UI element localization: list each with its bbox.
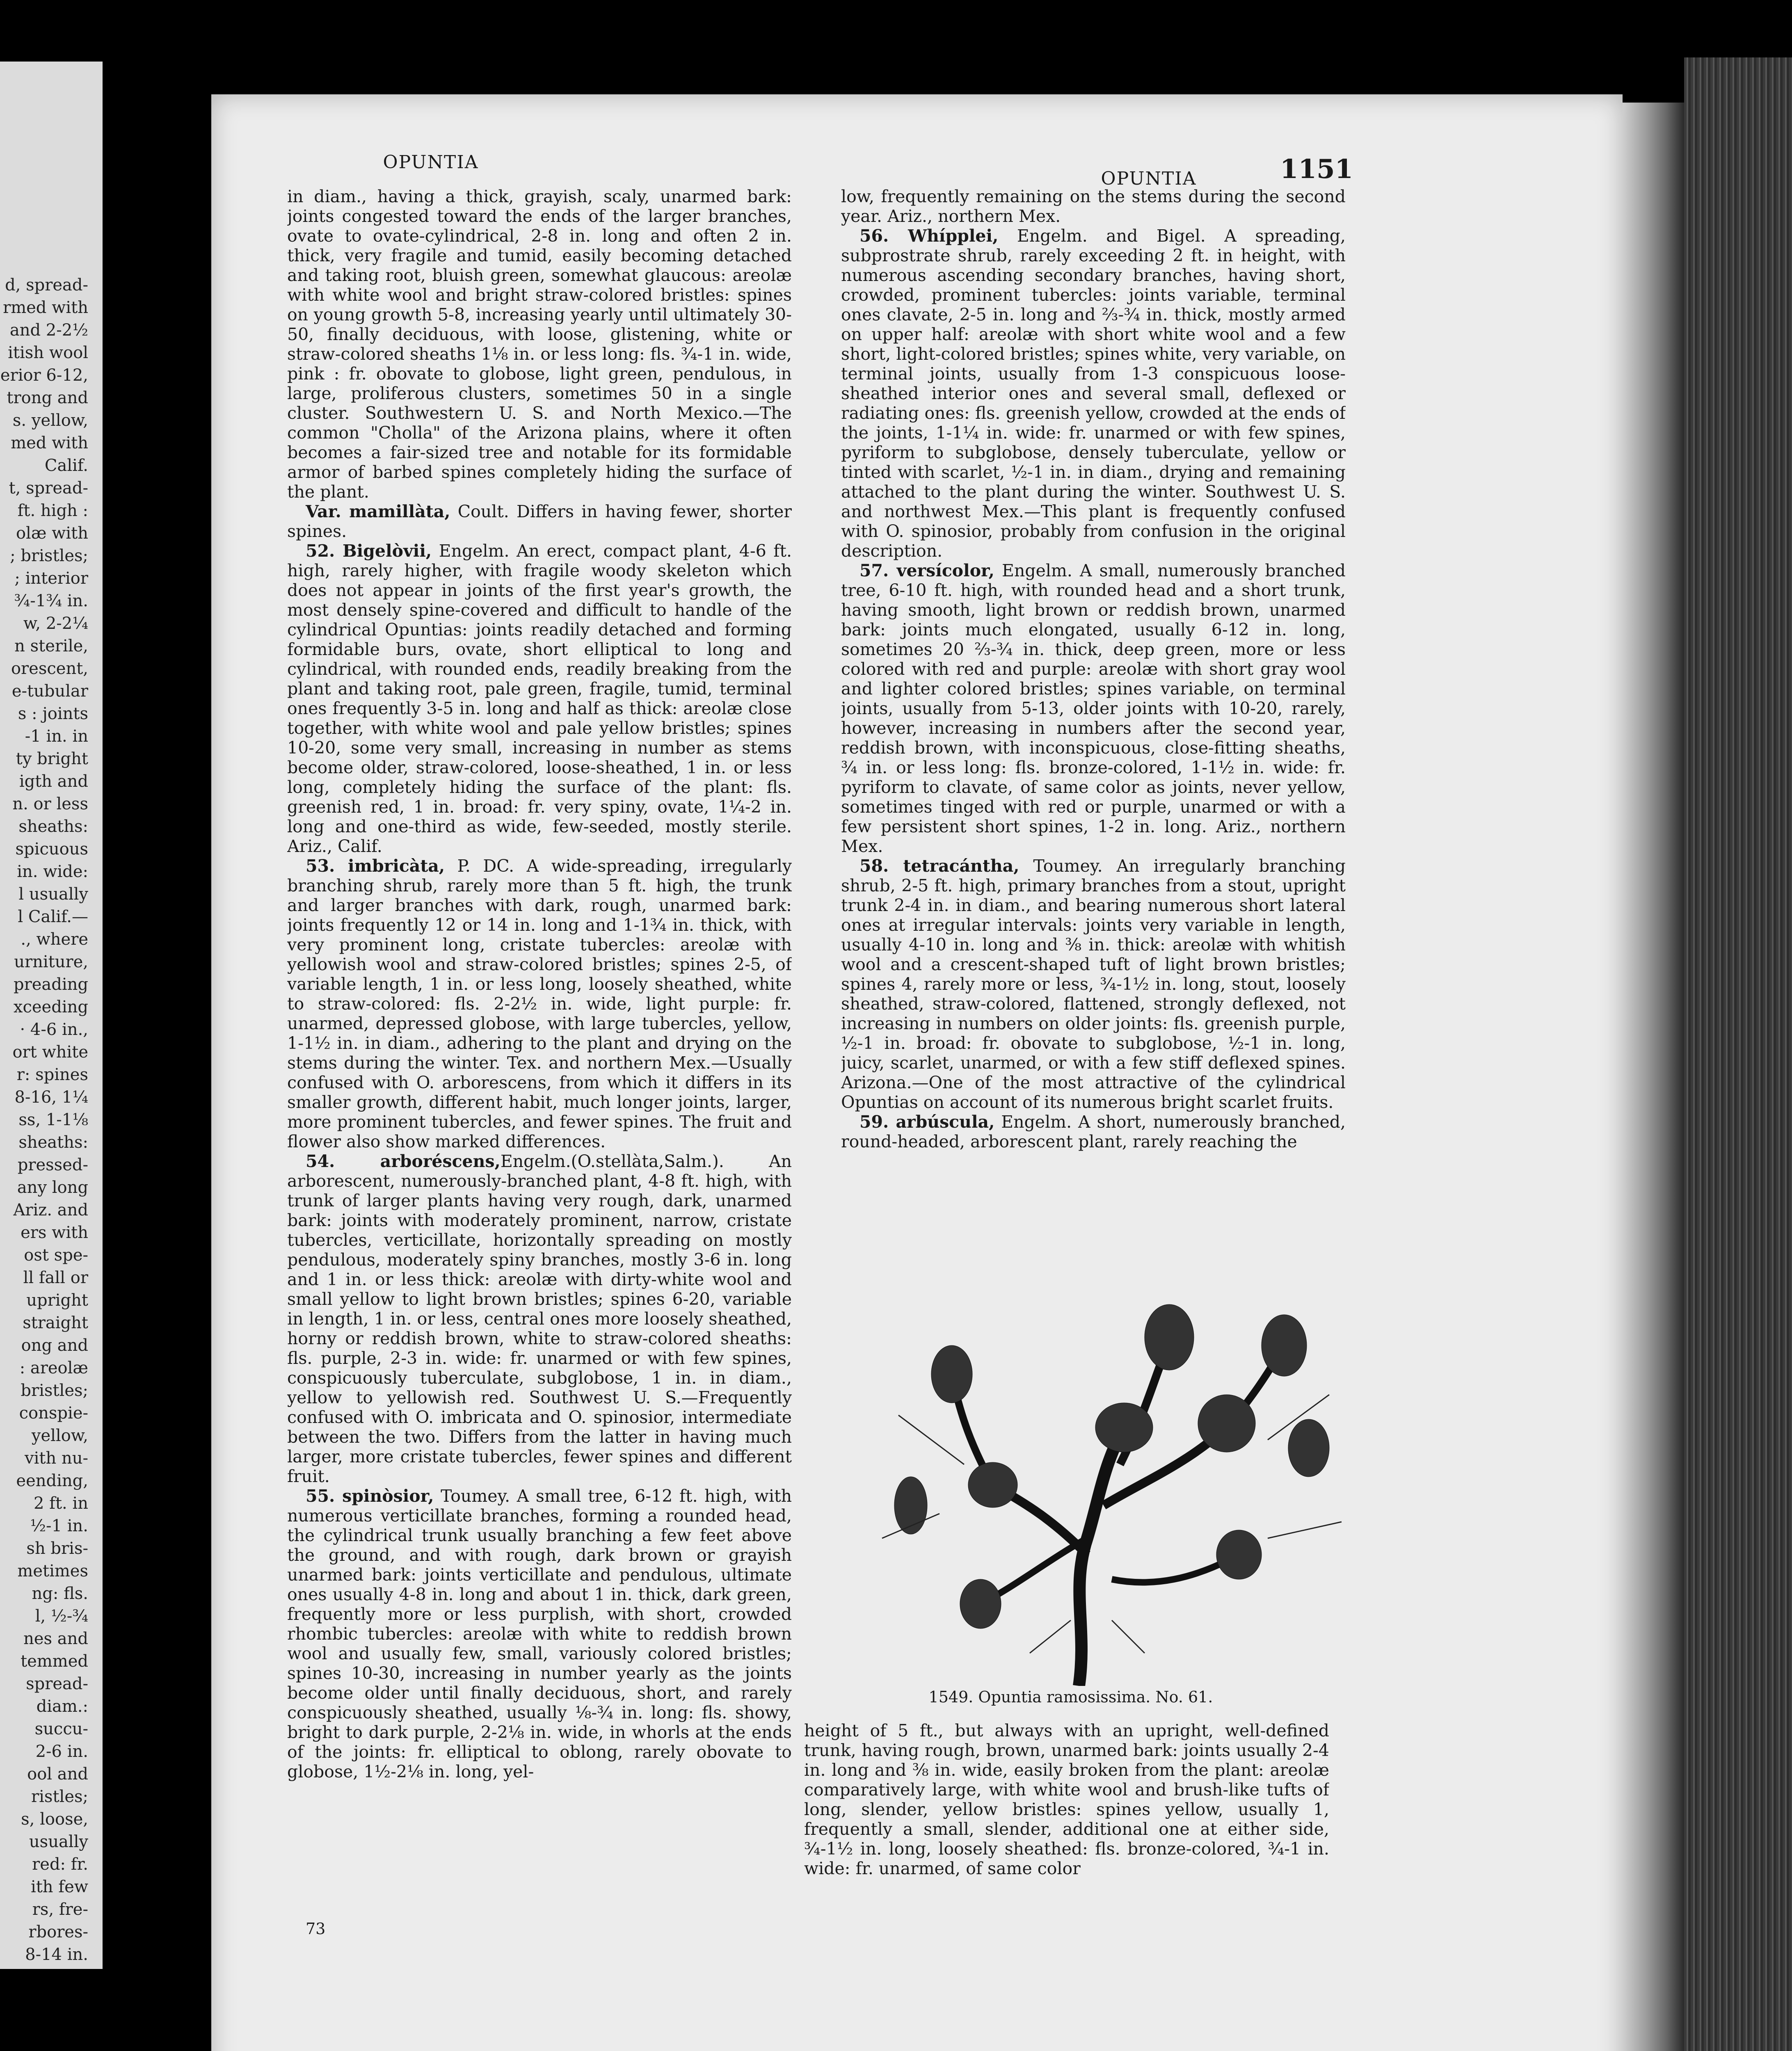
facing-page-line: ort white — [12, 1043, 88, 1062]
facing-page-line: sheaths: — [18, 817, 88, 836]
facing-page-line: s, loose, — [21, 1810, 88, 1829]
facing-page-line: ong and — [21, 1336, 88, 1355]
facing-page-line: rbores- — [28, 1923, 88, 1941]
facing-page-line: ng: fls. — [32, 1584, 88, 1603]
text-column-left — [287, 187, 792, 1905]
facing-page-line: pressed- — [17, 1156, 88, 1174]
facing-page-line: orescent, — [11, 659, 88, 678]
paragraph: 56. Whípplei, Engelm. and Bigel. A spreading, subprostrate shrub, rarely exceeding 2 ft. in height, with numerous ascending secondary branches, having short, crowded, prominent tubercles: joints variable, terminal ones clavate, 2-5 in. long and ⅔-¾ in. thick, mostly armed on upper half: areolæ with short white wool and a few short, light-colored bristles; spines white, very variable, on terminal joints, usually from 1-3 conspicuous loose-sheathed interior ones and several small, deflexed or radiating ones: fls. greenish yellow, crowded at the ends of the joints, 1-1¼ in. wide: fr. unarmed or with few spines, pyriform to subglobose, densely tuberculate, yellow or tinted with scarlet, ½-1 in. in diam., drying and remaining attached to the plant during the winter. Southwest U. S. and northwest Mex.—This plant is frequently confused with O. spinosior, probably from confusion in the original description. — [841, 226, 1346, 561]
facing-page-line: olæ with — [16, 524, 88, 543]
running-head-left: OPUNTIA — [383, 152, 479, 173]
facing-page-line: : areolæ — [19, 1359, 88, 1377]
facing-page-line: n. or less — [12, 795, 88, 813]
facing-page-line: 8-16, 1¼ — [14, 1088, 88, 1107]
paragraph: 52. Bigelòvii, Engelm. An erect, compact plant, 4-6 ft. high, rarely higher, with fragile woody skeleton which does not appear in joints of the first year's growth, the most densely spine-covered and difficult to handle of the cylindrical Opuntias: joints readily detached and forming formidable burs, ovate, short elliptical to long and cylindrical, with rounded ends, readily breaking from the plant and taking root, pale green, fragile, tumid, terminal ones frequently 3-5 in. long and half as thick: areolæ close together, with white wool and pale yellow bristles; spines 10-20, some very small, increasing in number as stems become older, straw-colored, loose-sheathed, 1 in. or less long, completely hiding the surface of the plant: fls. greenish red, 1 in. broad: fr. very spiny, ovate, 1¼-2 in. long and one-third as wide, few-seeded, mostly sterile. Ariz., Calif. — [287, 541, 792, 856]
facing-page-line: itish wool — [8, 343, 88, 362]
facing-page-line: ., where — [21, 930, 88, 949]
facing-page-line: r: spines — [16, 1065, 88, 1084]
facing-page-line: xceeding — [13, 998, 88, 1016]
species-label: 55. spinòsior, — [306, 1486, 434, 1506]
facing-page-line: bristles; — [21, 1381, 88, 1400]
facing-page-fragment — [0, 62, 103, 1969]
facing-page-line: l Calif.— — [18, 907, 88, 926]
facing-page-line: straight — [23, 1313, 88, 1332]
facing-page-line: rs, fre- — [32, 1900, 88, 1919]
text-column-right-continued — [804, 1721, 1329, 1905]
facing-page-line: ers with — [21, 1223, 88, 1242]
facing-page-line: ; interior — [14, 569, 88, 588]
paragraph: 53. imbricàta, P. DC. A wide-spreading, irregularly branching shrub, rarely more than 5 ft. high, the trunk and larger branches with dark, rough, unarmed bark: joints frequently 12 or 14 in. long and 1-1¾ in. thick, with very prominent long, cristate tubercles: areolæ with yellowish wool and straw-colored bristles; spines 2-5, of variable length, 1 in. or less long, loosely sheathed, white to straw-colored: fls. 2-2½ in. wide, light purple: fr. unarmed, depressed globose, with large tubercles, yellow, 1-1½ in. in diam., adhering to the plant and drying on the stems during the winter. Tex. and northern Mex.—Usually confused with O. arborescens, from which it differs in its smaller growth, different habit, much longer joints, larger, more prominent tubercles, and fewer spines. The fruit and flower also show marked differences. — [287, 856, 792, 1151]
facing-page-line: ith few — [30, 1877, 88, 1896]
facing-page-line: ft. high : — [17, 501, 88, 520]
facing-page-line: igth and — [19, 772, 88, 791]
facing-page-line: l usually — [18, 885, 88, 904]
running-head-right: OPUNTIA — [1101, 168, 1197, 189]
text-column-right — [841, 187, 1346, 1335]
facing-page-line: ool and — [27, 1765, 88, 1784]
facing-page-line: 2 ft. in — [33, 1494, 88, 1513]
facing-page-line: spread- — [26, 1674, 88, 1693]
paragraph: 55. spinòsior, Toumey. A small tree, 6-12 ft. high, with numerous verticillate branches, forming a rounded head, the cylindrical trunk usually branching a few feet above the ground, and with rough, dark brown or grayish unarmed bark: joints verticillate and pendulous, ultimate ones usually 4-8 in. long and about 1 in. thick, dark green, frequently more or less purplish, with short, crowded rhombic tubercles: areolæ with white to reddish brown wool and usually few, small, variously colored bristles; spines 10-30, increasing in number yearly as the joints become older until finally deciduous, short, and rarely conspicuously sheathed, usually ⅛-¾ in. long: fls. showy, bright to dark purple, 2-2⅛ in. wide, in whorls at the ends of the joints: fr. elliptical to oblong, rarely obovate to globose, 1½-2⅛ in. long, yel- — [287, 1486, 792, 1781]
figure-caption: 1549. Opuntia ramosissima. No. 61. — [928, 1688, 1213, 1706]
facing-page-line: Ariz. and — [13, 1201, 88, 1220]
facing-page-line: succu- — [34, 1720, 88, 1738]
facing-page-line: · 4-6 in., — [20, 1020, 88, 1039]
facing-page-line: ty bright — [16, 749, 88, 768]
facing-page-line: w, 2-2¼ — [23, 614, 88, 633]
facing-page-line: d, spread- — [5, 276, 88, 295]
facing-page-line: -1 in. in — [25, 727, 88, 746]
facing-page-line: rmed with — [3, 298, 88, 317]
species-label: 53. imbricàta, — [306, 856, 445, 876]
facing-page-line: urniture, — [14, 952, 88, 971]
facing-page-line: usually — [29, 1832, 88, 1851]
facing-page-line: diam.: — [36, 1697, 88, 1716]
facing-page-line: s : joints — [18, 704, 88, 723]
facing-page-line: nes and — [23, 1629, 88, 1648]
species-label: Var. mamillàta, — [306, 502, 450, 521]
paragraph: in diam., having a thick, grayish, scaly, unarmed bark: joints congested toward the ends of the larger branches, ovate to ovate-cylindrical, 2-8 in. long and often 2 in. thick, very fragile and tumid, easily becoming detached and taking root, bluish green, somewhat glaucous: areolæ with white wool and bright straw-colored bristles: spines on young growth 5-8, increasing yearly until ultimately 30-50, finally deciduous, with loose, glistening, white or straw-colored sheaths 1⅛ in. or less long: fls. ¾-1 in. wide, pink : fr. obovate to globose, light green, pendulous, in large, proliferous clusters, sometimes 50 in a single cluster. Southwestern U. S. and North Mexico.—The common "Cholla" of the Arizona plains, where it often becomes a fair-sized tree and notable for its formidable armor of barbed spines completely hiding the surface of the plant. — [287, 187, 792, 502]
facing-page-line: spicuous — [15, 840, 88, 859]
facing-page-line: ; bristles; — [10, 546, 88, 565]
facing-page-line: 2-6 in. — [35, 1742, 88, 1761]
facing-page-line: conspie- — [19, 1404, 88, 1423]
facing-page-line: Calif. — [44, 456, 88, 475]
species-label: 57. versícolor, — [859, 561, 994, 580]
facing-page-line: yellow, — [31, 1426, 88, 1445]
facing-page-line: n sterile, — [14, 637, 88, 655]
facing-page-line: l, ½-¾ — [35, 1607, 88, 1626]
facing-page-line: s. yellow, — [12, 411, 88, 430]
facing-page-line: ll fall or — [23, 1268, 88, 1287]
page-edge — [1623, 103, 1684, 2051]
species-label: 56. Whípplei, — [859, 226, 999, 246]
facing-page-line: sheaths: — [18, 1133, 88, 1152]
facing-page-line: erior 6-12, — [0, 366, 88, 385]
paragraph: Var. mamillàta, Coult. Differs in having fewer, shorter spines. — [287, 502, 792, 541]
facing-page-line: trong and — [7, 388, 88, 407]
paragraph: height of 5 ft., but always with an upright, well-defined trunk, having rough, brown, unarmed bark: joints usually 2-4 in. long and ⅜ in. wide, easily broken from the plant: areolæ comparatively large, with white wool and brush-like tufts of long, slender, yellow bristles: spines yellow, usually 1, frequently a small, slender, additional one at either side, ¾-1½ in. long, loosely sheathed: fls. bronze-colored, ¾-1 in. wide: fr. unarmed, of same color — [804, 1721, 1329, 1878]
species-label: 52. Bigelòvii, — [306, 541, 432, 561]
facing-page-line: 8-14 in. — [25, 1945, 88, 1964]
facing-page-line: t, spread- — [9, 479, 88, 498]
facing-page-line: e-tubular — [11, 682, 88, 701]
plant-illustration — [857, 1292, 1354, 1686]
species-label: 58. tetracántha, — [859, 856, 1019, 876]
facing-page-line: ost spe- — [24, 1246, 88, 1265]
facing-page-line: red: fr. — [32, 1855, 88, 1874]
facing-page-line: any long — [17, 1178, 88, 1197]
facing-page-line: ½-1 in. — [30, 1517, 88, 1535]
facing-page-line: temmed — [21, 1652, 88, 1671]
paragraph: 54. arboréscens,Engelm.(O.stellàta,Salm.). An arborescent, numerously-branched plant, 4-8 ft. high, with trunk of larger plants having very rough, dark, unarmed bark: joints with moderately prominent, narrow, cristate tubercles, verticillate, horizontally spreading on mostly pendulous, moderately spiny branches, mostly 3-6 in. long and 1 in. or less thick: areolæ with dirty-white wool and small yellow to light brown bristles; spines 6-20, variable in length, 1 in. or less, central ones more loosely sheathed, horny or reddish brown, white to straw-colored sheaths: fls. purple, 2-3 in. wide: fr. unarmed or with few spines, conspicuously tuberculate, subglobose, 1 in. in diam., yellow to yellowish red. Southwest U. S.—Frequently confused with O. imbricata and O. spinosior, intermediate between the two. Differs from the latter in having much larger, more cristate tubercles, fewer spines and different fruit. — [287, 1151, 792, 1486]
facing-page-line: upright — [26, 1291, 88, 1310]
facing-page-line: ristles; — [31, 1787, 88, 1806]
page-number: 1151 — [1280, 154, 1353, 185]
species-label: 59. arbúscula, — [859, 1112, 995, 1132]
facing-page-line: sh bris- — [26, 1539, 88, 1558]
facing-page-line: med with — [11, 434, 88, 452]
facing-page-line: preading — [13, 975, 88, 994]
facing-page-line: ¾-1¾ in. — [14, 592, 88, 610]
cactus-illustration-icon — [857, 1292, 1354, 1686]
facing-page-line: metimes — [17, 1562, 88, 1581]
paragraph: 58. tetracántha, Toumey. An irregularly branching shrub, 2-5 ft. high, primary branches from a stout, upright trunk 2-4 in. in diam., and bearing numerous short lateral ones at irregular intervals: joints very variable in length, usually 4-10 in. long and ⅜ in. thick: areolæ with whitish wool and a crescent-shaped tuft of light brown bristles; spines 4, rarely more or less, ¾-1½ in. long, stout, loosely sheathed, straw-colored, flattened, strongly deflexed, not increasing in numbers on older joints: fls. greenish purple, ½-1 in. broad: fr. obovate to subglobose, ½-1 in. long, juicy, scarlet, unarmed, or with a few stiff deflexed spines. Arizona.—One of the most attractive of the cylindrical Opuntias on account of its numerous bright scarlet fruits. — [841, 856, 1346, 1112]
facing-page-line: in. wide: — [17, 862, 88, 881]
paragraph: 59. arbúscula, Engelm. A short, numerously branched, round-headed, arborescent plant, rarely reaching the — [841, 1112, 1346, 1151]
facing-page-line: ss, 1-1⅛ — [18, 1110, 88, 1129]
paragraph: 57. versícolor, Engelm. A small, numerously branched tree, 6-10 ft. high, with rounded head and a short trunk, having smooth, light brown or reddish brown, unarmed bark: joints much elongated, usually 6-12 in. long, sometimes 20 ⅔-¾ in. thick, deep green, more or less colored with red and purple: areolæ with short gray wool and lighter colored bristles; spines variable, on terminal joints, usually from 5-13, older joints with 10-20, rarely, however, increasing in numbers after the second year, reddish brown, with inconspicuous, close-fitting sheaths, ¾ in. or less long: fls. bronze-colored, 1-1½ in. wide: fr. pyriform to clavate, of same color as joints, never yellow, sometimes tinged with red or purple, unarmed or with a few persistent short spines, 1-2 in. long. Ariz., northern Mex. — [841, 561, 1346, 856]
facing-page-line: vith nu- — [25, 1449, 88, 1468]
species-label: 54. arboréscens, — [306, 1151, 501, 1171]
signature-mark: 73 — [306, 1920, 326, 1938]
book-block-edge — [1684, 57, 1792, 2051]
paragraph: low, frequently remaining on the stems during the second year. Ariz., northern Mex. — [841, 187, 1346, 226]
facing-page-line: eending, — [16, 1471, 88, 1490]
facing-page-line: and 2-2½ — [9, 321, 88, 340]
